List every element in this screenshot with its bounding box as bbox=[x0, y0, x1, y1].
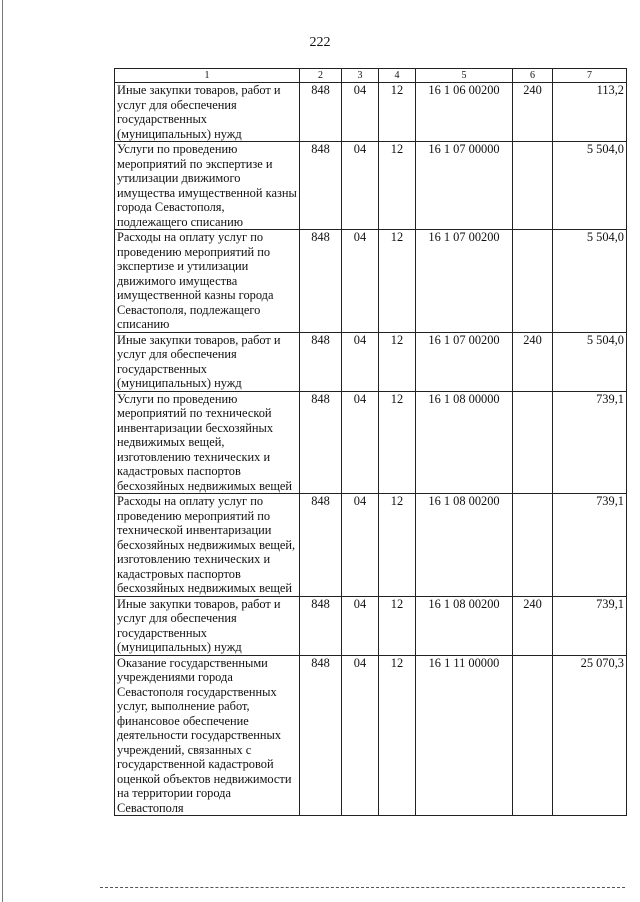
table-row bbox=[115, 83, 627, 142]
expense-name: Услуги по проведению мероприятий по технической инвентаризации бесхозяйных недвижимых вещей, изготовлению технических и кадастровых паспортов бесхозяйных недвижимых вещей bbox=[115, 391, 300, 494]
amount: 5 504,0 bbox=[553, 230, 627, 333]
subsection-code: 12 bbox=[379, 494, 416, 597]
column-header: 4 bbox=[379, 69, 416, 83]
expense-name: Услуги по проведению мероприятий по экспертизе и утилизации движимого имущества имущественной казны города Севастополя, подлежащего списанию bbox=[115, 142, 300, 230]
table-row bbox=[115, 230, 627, 333]
expense-type-code: 240 bbox=[513, 332, 553, 391]
expense-name: Иные закупки товаров, работ и услуг для обеспечения государственных (муниципальных) нужд bbox=[115, 596, 300, 655]
amount: 25 070,3 bbox=[553, 655, 627, 816]
subsection-code: 12 bbox=[379, 332, 416, 391]
amount: 5 504,0 bbox=[553, 332, 627, 391]
target-article-code: 16 1 07 00200 bbox=[416, 332, 513, 391]
table-row bbox=[115, 655, 627, 816]
column-number-row bbox=[115, 69, 627, 83]
expense-name: Оказание государственными учреждениями города Севастополя государственных услуг, выполнение работ, финансовое обеспечение деятельности государственных учреждений, связанных с государственной кадастровой оценкой объектов недвижимости на территории города Севастополя bbox=[115, 655, 300, 816]
table-row bbox=[115, 494, 627, 597]
ministry-code: 848 bbox=[300, 142, 342, 230]
section-code: 04 bbox=[342, 596, 379, 655]
column-header: 2 bbox=[300, 69, 342, 83]
amount: 113,2 bbox=[553, 83, 627, 142]
section-code: 04 bbox=[342, 391, 379, 494]
target-article-code: 16 1 08 00200 bbox=[416, 494, 513, 597]
section-code: 04 bbox=[342, 83, 379, 142]
target-article-code: 16 1 11 00000 bbox=[416, 655, 513, 816]
section-code: 04 bbox=[342, 230, 379, 333]
column-header: 5 bbox=[416, 69, 513, 83]
expense-type-code bbox=[513, 655, 553, 816]
expense-type-code bbox=[513, 494, 553, 597]
expense-name: Расходы на оплату услуг по проведению мероприятий по технической инвентаризации бесхозяйных недвижимых вещей, изготовлению технических и кадастровых паспортов бесхозяйных недвижимых вещей bbox=[115, 494, 300, 597]
table-row bbox=[115, 332, 627, 391]
amount: 5 504,0 bbox=[553, 142, 627, 230]
amount: 739,1 bbox=[553, 494, 627, 597]
subsection-code: 12 bbox=[379, 655, 416, 816]
expense-type-code: 240 bbox=[513, 83, 553, 142]
expense-type-code bbox=[513, 142, 553, 230]
target-article-code: 16 1 08 00000 bbox=[416, 391, 513, 494]
expense-name: Иные закупки товаров, работ и услуг для обеспечения государственных (муниципальных) нужд bbox=[115, 83, 300, 142]
target-article-code: 16 1 07 00200 bbox=[416, 230, 513, 333]
amount: 739,1 bbox=[553, 391, 627, 494]
subsection-code: 12 bbox=[379, 83, 416, 142]
page-bottom-divider bbox=[100, 887, 625, 888]
subsection-code: 12 bbox=[379, 596, 416, 655]
ministry-code: 848 bbox=[300, 596, 342, 655]
expense-name: Расходы на оплату услуг по проведению мероприятий по экспертизе и утилизации движимого имущества имущественной казны города Севастополя, подлежащего списанию bbox=[115, 230, 300, 333]
expense-type-code bbox=[513, 230, 553, 333]
ministry-code: 848 bbox=[300, 230, 342, 333]
target-article-code: 16 1 07 00000 bbox=[416, 142, 513, 230]
ministry-code: 848 bbox=[300, 332, 342, 391]
column-header: 6 bbox=[513, 69, 553, 83]
ministry-code: 848 bbox=[300, 494, 342, 597]
ministry-code: 848 bbox=[300, 391, 342, 494]
subsection-code: 12 bbox=[379, 391, 416, 494]
column-header: 7 bbox=[553, 69, 627, 83]
subsection-code: 12 bbox=[379, 142, 416, 230]
expense-type-code bbox=[513, 391, 553, 494]
column-header: 3 bbox=[342, 69, 379, 83]
section-code: 04 bbox=[342, 332, 379, 391]
ministry-code: 848 bbox=[300, 655, 342, 816]
section-code: 04 bbox=[342, 494, 379, 597]
expense-name: Иные закупки товаров, работ и услуг для обеспечения государственных (муниципальных) нужд bbox=[115, 332, 300, 391]
budget-table bbox=[114, 68, 627, 816]
target-article-code: 16 1 08 00200 bbox=[416, 596, 513, 655]
column-header: 1 bbox=[115, 69, 300, 83]
section-code: 04 bbox=[342, 655, 379, 816]
target-article-code: 16 1 06 00200 bbox=[416, 83, 513, 142]
amount: 739,1 bbox=[553, 596, 627, 655]
scan-edge-line bbox=[2, 0, 3, 902]
section-code: 04 bbox=[342, 142, 379, 230]
page-number: 222 bbox=[309, 35, 331, 50]
expense-type-code: 240 bbox=[513, 596, 553, 655]
subsection-code: 12 bbox=[379, 230, 416, 333]
table-row bbox=[115, 142, 627, 230]
table-row bbox=[115, 391, 627, 494]
ministry-code: 848 bbox=[300, 83, 342, 142]
table-row bbox=[115, 596, 627, 655]
